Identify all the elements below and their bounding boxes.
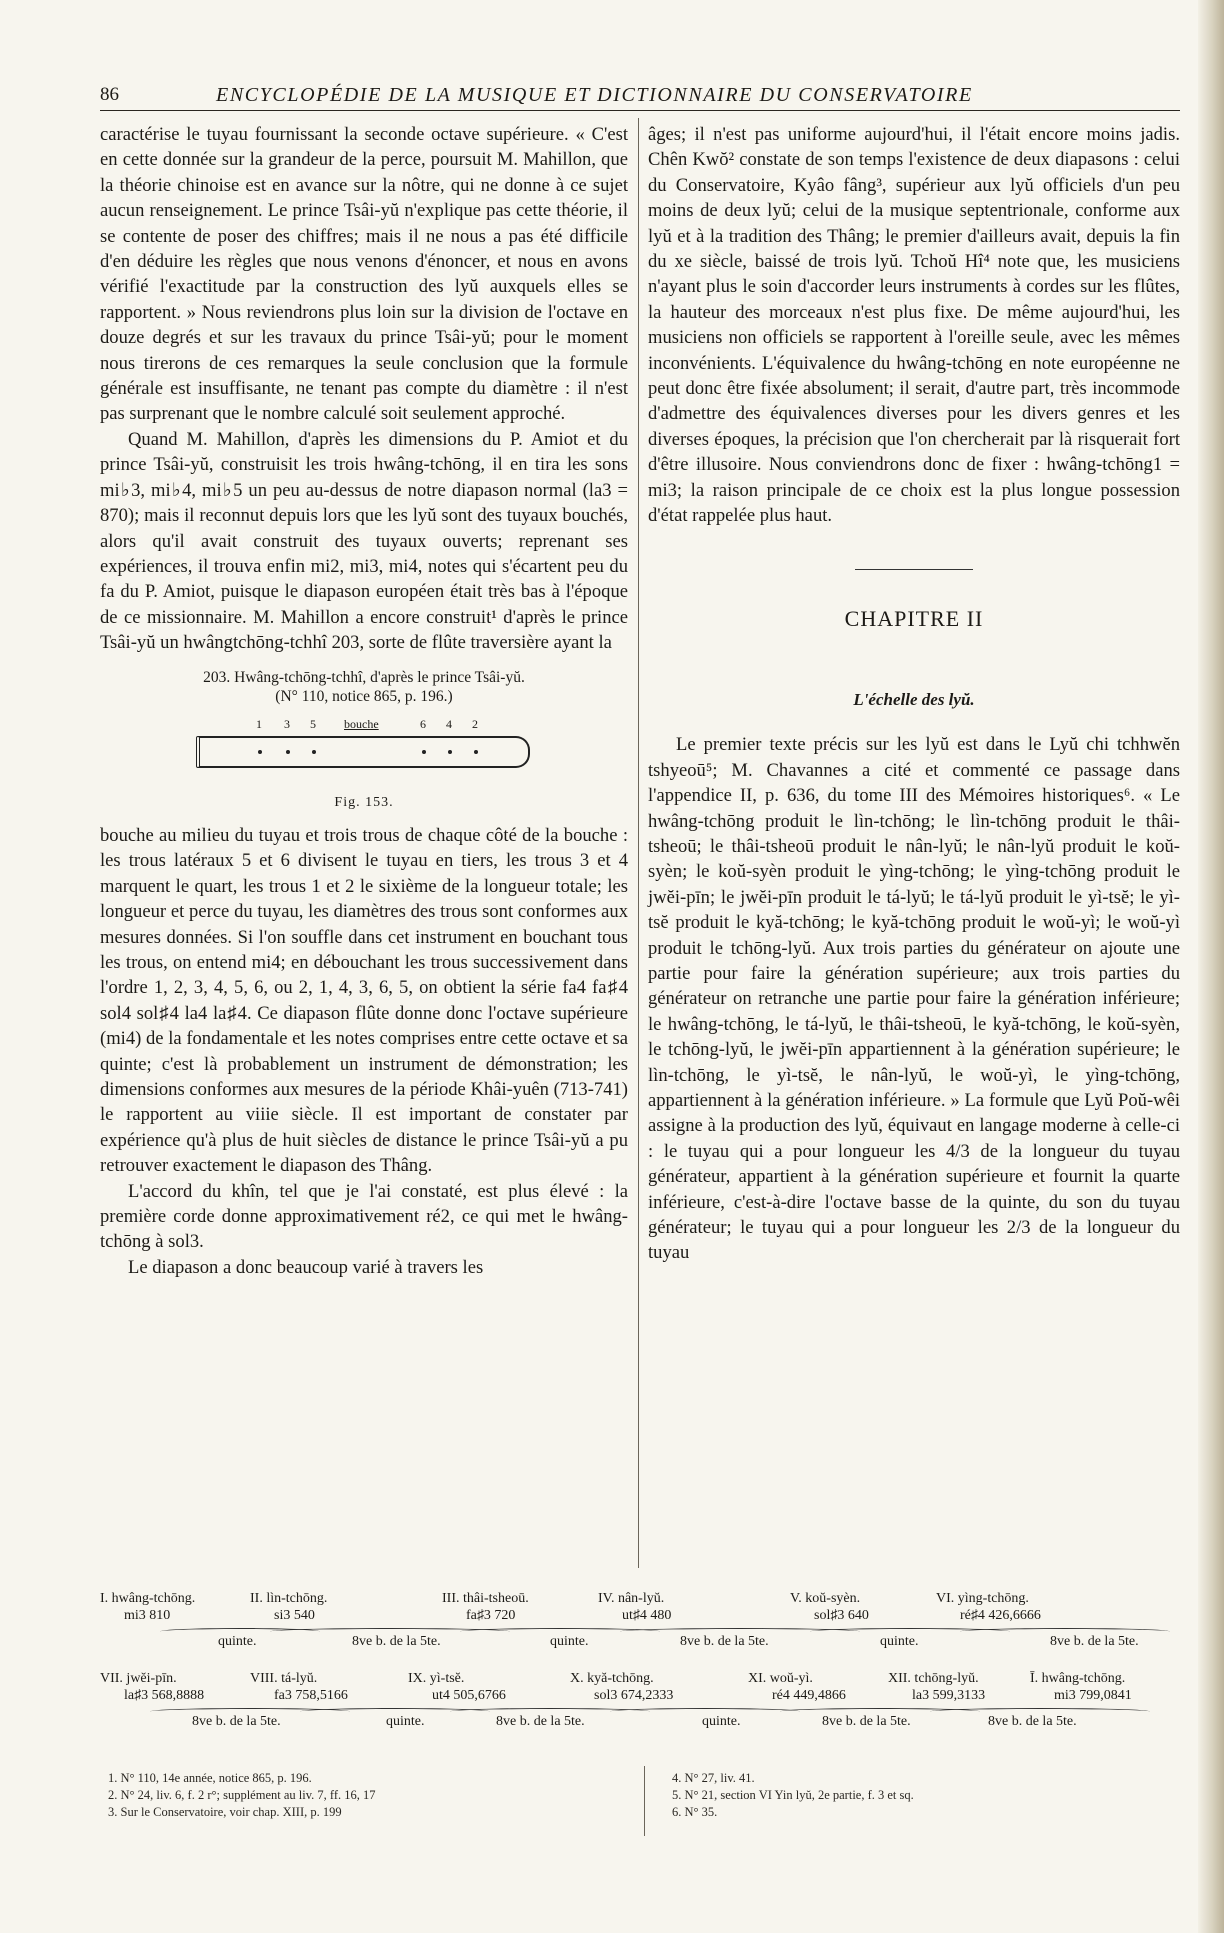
- finger-hole: [422, 750, 426, 754]
- hole-labels: [100, 712, 628, 731]
- interval-label: 8ve b. de la 5te.: [822, 1714, 911, 1729]
- right-paragraph-1: âges; il n'est pas uniforme aujourd'hui, il l'était encore moins jadis. Chên Kwŏ² constate de son temps l'existence de deux diapasons : celui du Conservatoire, Kyâo fâng³, supérieur aux lyŭ officiels d'un peu moins de deux lyŭ; celui de la musique septentrionale, conforme aux lyŭ et à la tradition des Thâng; le premier d'ailleurs avait, depuis la fin du xe siècle, baissé de trois lyŭ. Tchoŭ Hî⁴ note que, les musiciens n'ayant plus le soin d'accorder leurs instruments à cordes sur les flûtes, la hauteur des morceaux n'est plus fixe. De même aujourd'hui, les musiciens non officiels se rapportent à l'oreille seule, avec les mêmes inconvénients. L'équivalence du hwâng-tchōng en note européenne ne peut donc être fixée absolument; il serait, d'autre part, très incommode d'admettre des équivalences diverses pour les divers genres et les diverses époques, la précision que l'on chercherait par là risquerait fort d'être illusoire. Nous conviendrons donc de fixer : hwâng-tchōng1 = mi3; la raison principale de ce choix est la plus longue possession d'état rappelée plus haut.: [648, 124, 1180, 527]
- footnotes-left: [108, 1770, 628, 1821]
- left-paragraph-5: Le diapason a donc beaucoup varié à travers les: [128, 1256, 484, 1278]
- finger-hole: [312, 750, 316, 754]
- hole-label: 5: [310, 716, 316, 731]
- hole-label: 6: [420, 716, 426, 731]
- table-cell: VIII. tá-lyŭ. fa3 758,5166: [250, 1671, 348, 1703]
- footnotes-right: [672, 1770, 1172, 1821]
- table-cell: VI. yìng-tchōng. ré♯4 426,6666: [936, 1591, 1041, 1623]
- hole-label: 2: [472, 716, 478, 731]
- chapter-subtitle: L'échelle des lyŭ.: [853, 689, 975, 709]
- flute-tube: [196, 736, 530, 768]
- interval-label: quinte.: [386, 1714, 425, 1729]
- interval-label: 8ve b. de la 5te.: [988, 1714, 1077, 1729]
- table-cell: Ī. hwâng-tchōng. mi3 799,0841: [1030, 1671, 1132, 1703]
- table-cell: I. hwâng-tchōng. mi3 810: [100, 1591, 196, 1623]
- table-row: [100, 1670, 1180, 1740]
- table-cell: IV. nân-lyŭ. ut♯4 480: [598, 1591, 672, 1623]
- left-paragraph-2: Quand M. Mahillon, d'après les dimensions du P. Amiot et du prince Tsâi-yŭ, construisit les trois hwâng-tchōng, il en tira les sons mi♭3, mi♭4, mi♭5 un peu au-dessus de notre diapason normal (la3 = 870); mais il reconnut depuis lors que les lyŭ sont des tuyaux bouchés, alors qu'il avait construit des tuyaux ouverts; reprenant ses expériences, il trouva enfin mi2, mi3, mi4, notes qui s'écartent peu du fa du P. Amiot, puisque le diapason européen était très bas à l'époque de ce missionnaire. M. Mahillon a encore construit¹ d'après le prince Tsâi-yŭ un hwângtchōng-tchhî 203, sorte de flûte traversière ayant la: [100, 428, 628, 654]
- section-separator: [855, 569, 973, 570]
- header-rule: [100, 110, 1180, 111]
- table-cell: II. lìn-tchōng. si3 540: [250, 1591, 328, 1623]
- figure-label: Fig. 153.: [334, 794, 394, 810]
- interval-label: quinte.: [880, 1634, 919, 1649]
- figure-caption: [100, 668, 628, 706]
- finger-hole: [474, 750, 478, 754]
- footnote: 2. N° 24, liv. 6, f. 2 r°; supplément au liv. 7, ff. 16, 17: [108, 1788, 376, 1802]
- lyu-table: [100, 1590, 1180, 1740]
- hole-label: 1: [256, 716, 262, 731]
- interval-label: 8ve b. de la 5te.: [1050, 1634, 1139, 1649]
- hole-label: 4: [446, 716, 452, 731]
- left-paragraph-4: L'accord du khîn, tel que je l'ai constaté, est plus élevé : la première corde donne approximativement ré2, ce qui met le hwâng-tchōng à sol3.: [100, 1180, 628, 1253]
- column-divider: [638, 118, 639, 1568]
- finger-hole: [286, 750, 290, 754]
- running-header: [100, 84, 1140, 108]
- footnote: 6. N° 35.: [672, 1805, 718, 1819]
- chapter-heading: CHAPITRE II: [844, 605, 984, 631]
- page-edge: [1198, 0, 1224, 1933]
- left-paragraph-3: bouche au milieu du tuyau et trois trous de chaque côté de la bouche : les trous latéraux 5 et 6 divisent le tuyau en tiers, les trous 3 et 4 marquent le quart, les trous 1 et 2 le sixième de la longueur totale; les longueur et perce du tuyau, les diamètres des trous sont conformes aux mesures données. Si l'on souffle dans cet instrument en bouchant tous les trous, on entend mi4; en débouchant les trous successivement dans l'ordre 1, 2, 3, 4, 5, 6, ou 2, 1, 4, 3, 6, 5, on obtient la série fa4 fa♯4 sol4 sol♯4 la4 la♯4. Ce diapason flûte donne donc l'octave supérieure (mi4) de la fondamentale et les notes comprises entre cette octave et sa quinte; c'est là probablement un instrument de démonstration; les dimensions conformes aux mesures de la période Khâi-yuên (713-741) le rapportent au viiie siècle. Il est important de constater par expérience qu'à plus de huit siècles de distance le prince Tsâi-yŭ a pu retrouver exactement le diapason des Thâng.: [100, 824, 628, 1177]
- mouth-label: bouche: [344, 716, 379, 731]
- table-cell: V. koŭ-syèn. sol♯3 640: [790, 1591, 869, 1623]
- left-column: [100, 122, 628, 1280]
- hole-label: 3: [284, 716, 290, 731]
- flute-figure: [100, 712, 628, 788]
- table-row: [100, 1590, 1180, 1660]
- right-column: [648, 122, 1180, 1266]
- interval-label: quinte.: [702, 1714, 741, 1729]
- interval-label: 8ve b. de la 5te.: [352, 1634, 441, 1649]
- finger-hole: [448, 750, 452, 754]
- page-number: 86: [100, 84, 119, 105]
- table-cell: XII. tchōng-lyŭ. la3 599,3133: [888, 1671, 986, 1703]
- footnote: 5. N° 21, section VI Yin lyŭ, 2e partie, f. 3 et sq.: [672, 1788, 914, 1802]
- table-cell: III. thâi-tsheoū. fa♯3 720: [442, 1591, 529, 1623]
- running-title: ENCYCLOPÉDIE DE LA MUSIQUE ET DICTIONNAIRE DU CONSERVATOIRE: [216, 84, 973, 106]
- figure-caption-ref: (N° 110, notice 865, p. 196.): [275, 687, 453, 705]
- interval-label: quinte.: [550, 1634, 589, 1649]
- interval-label: quinte.: [218, 1634, 257, 1649]
- footnote: 4. N° 27, liv. 41.: [672, 1771, 755, 1785]
- table-cell: XI. woŭ-yì. ré4 449,4866: [748, 1671, 846, 1703]
- figure-caption-title: 203. Hwâng-tchōng-tchhî, d'après le prince Tsâi-yŭ.: [203, 668, 525, 686]
- right-paragraph-2: Le premier texte précis sur les lyŭ est dans le Lyŭ chi tchhwĕn tshyeoū⁵; M. Chavannes a cité et commenté ce passage dans l'appendice II, p. 636, du tome III des Mémoires historiques⁶. « Le hwâng-tchōng produit le lìn-tchōng; le lìn-tchōng produit le thâi-tsheoū; le thâi-tsheoū produit le nân-lyŭ; le nân-lyŭ produit le koŭ-syèn; le koŭ-syèn produit le yìng-tchōng; le yìng-tchōng produit le jwĕi-pīn; le jwĕi-pīn produit le tá-lyŭ; le tá-lyŭ produit le yì-tsĕ; le yì-tsĕ produit le kyă-tchōng; le kyă-tchōng produit le woŭ-yì; le woŭ-yì produit le tchōng-lyŭ. Aux trois parties du générateur on ajoute une partie pour faire la génération supérieure; aux trois parties du générateur on retranche une partie pour faire la génération inférieure; le hwâng-tchōng, le tá-lyŭ, le thâi-tsheoū, le kyă-tchōng, le koŭ-syèn, le tchōng-lyŭ, le jwĕi-pīn appartiennent à la génération supérieure; le lìn-tchōng, le yì-tsĕ, le nân-lyŭ, le woŭ-yì, le yìng-tchōng, appartiennent à la génération inférieure. » La formule que Lyŭ Poŭ-wêi assigne à la production des lyŭ, équivaut en langage moderne à celle-ci : le tuyau qui a pour longueur les 4/3 de la longueur du tuyau générateur, appartient à la génération supérieure et fournit la quarte inférieure, c'est-à-dire l'octave basse de la quinte, du son du tuyau générateur; le tuyau qui a pour longueur les 2/3 de la longueur du tuyau: [648, 734, 1180, 1264]
- footnote: 3. Sur le Conservatoire, voir chap. XIII, p. 199: [108, 1805, 342, 1819]
- table-cell: X. kyă-tchōng. sol3 674,2333: [570, 1671, 674, 1703]
- interval-label: 8ve b. de la 5te.: [680, 1634, 769, 1649]
- table-cell: VII. jwĕi-pīn. la♯3 568,8888: [100, 1671, 205, 1703]
- interval-label: 8ve b. de la 5te.: [192, 1714, 281, 1729]
- interval-label: 8ve b. de la 5te.: [496, 1714, 585, 1729]
- footnote-divider: [644, 1766, 645, 1836]
- footnote: 1. N° 110, 14e année, notice 865, p. 196.: [108, 1771, 312, 1785]
- table-cell: IX. yì-tsĕ. ut4 505,6766: [408, 1671, 506, 1703]
- finger-hole: [258, 750, 262, 754]
- left-paragraph-1: caractérise le tuyau fournissant la seconde octave supérieure. « C'est en cette donnée sur la grandeur de la perce, poursuit M. Mahillon, que la théorie chinoise est en avance sur la nôtre, qui ne donne à ce sujet aucun renseignement. Le prince Tsâi-yŭ n'explique pas cette théorie, il se contente de poser des chiffres; mais il ne nous a pas été difficile d'en déduire les règles que nous venons d'énoncer, et nous en avons vérifié l'exactitude par la construction des lyŭ auxquels elles se rapportent. » Nous reviendrons plus loin sur la division de l'octave en douze degrés et sur les travaux du prince Tsâi-yŭ; pour le moment nous tirerons de ces remarques la seule conclusion que la formule générale est insuffisante, ne tenant pas compte du diamètre : il n'est pas surprenant que le nombre calculé soit seulement approché.: [100, 124, 628, 425]
